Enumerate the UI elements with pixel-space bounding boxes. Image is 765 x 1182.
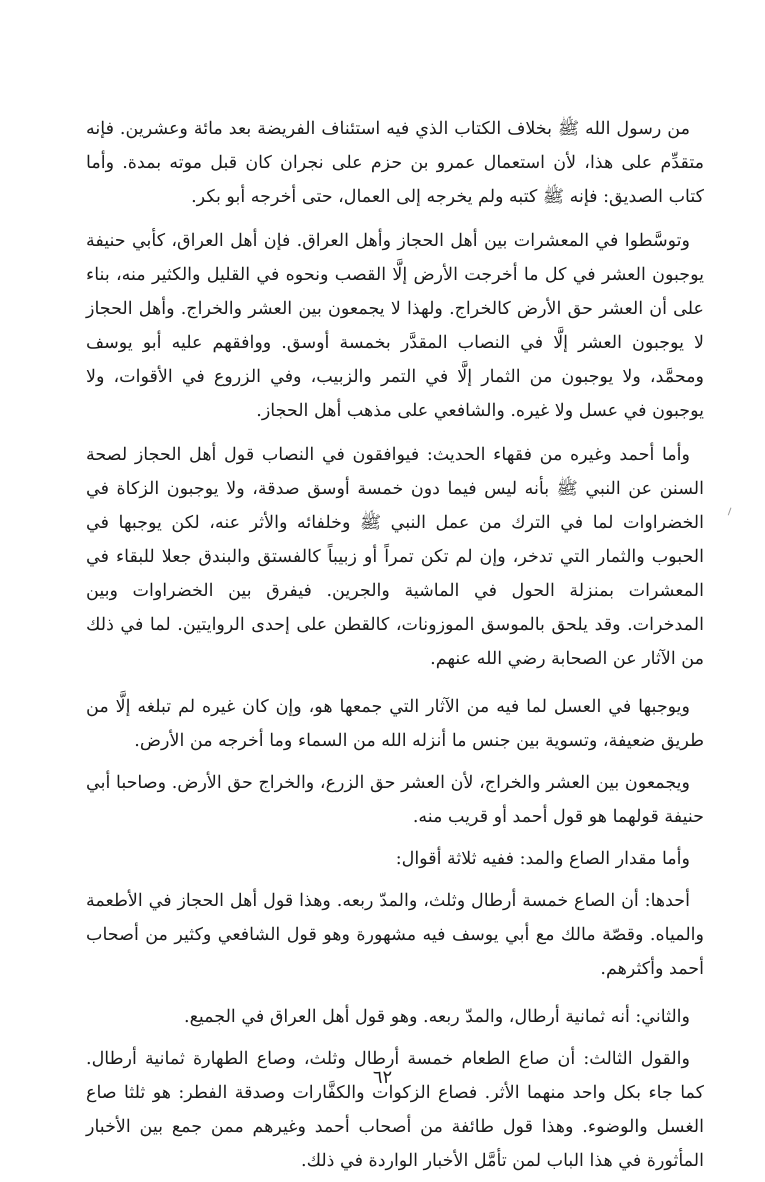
paragraph-9: والقول الثالث: أن صاع الطعام خمسة أرطال وثلث، وصاع الطهارة ثمانية أرطال. كما جاء بكل واحد منهما الأثر. فصاع الزكوات والكفَّارات وصدقة الفطر: هو ثلثا صاع الغسل والوضوء. وهذا قول طائفة من أصحاب أحمد وغيرهم ممن جمع بين الأخبار المأثورة في هذا الباب لمن تأمَّل الأخبار الواردة في ذلك. [86, 1049, 704, 1171]
paragraph-1: من رسول الله ﷺ بخلاف الكتاب الذي فيه استئناف الفريضة بعد مائة وعشرين. فإنه متقدِّم على هذا، لأن استعمال عمرو بن حزم على نجران كان قبل موته بمدة. وأما كتاب الصديق: فإنه ﷺ كتبه ولم يخرجه إلى العمال، حتى أخرجه أبو بكر. [86, 119, 704, 207]
paragraph-6: وأما مقدار الصاع والمد: ففيه ثلاثة أقوال: [395, 849, 690, 869]
paragraph-5: ويجمعون بين العشر والخراج، لأن العشر حق الزرع، والخراج حق الأرض. وصاحبا أبي حنيفة قولهما هو قول أحمد أو قريب منه. [86, 773, 704, 827]
paragraph-8: والثاني: أنه ثمانية أرطال، والمدّ ربعه. وهو قول أهل العراق في الجميع. [184, 1007, 690, 1027]
paragraph-3: وأما أحمد وغيره من فقهاء الحديث: فيوافقون في النصاب قول أهل الحجاز لصحة السنن عن النبي ﷺ بأنه ليس فيما دون خمسة أوسق صدقة، ولا يوجبون الزكاة في الخضراوات لما في الترك من عمل النبي ﷺ وخلفائه والأثر عنه، لكن يوجبها في الحبوب والثمار التي تدخر، وإن لم تكن تمراً أو زبيباً كالفستق والبندق جعلا للبقاء في المعشرات بمنزلة الحول في الماشية والجرين. فيفرق بين الخضراوات وبين المدخرات. وقد يلحق بالموسق الموزونات، كالقطن على إحدى الروايتين. لما في ذلك من الآثار عن الصحابة رضي الله عنهم. [86, 445, 704, 669]
paragraph-4: ويوجبها في العسل لما فيه من الآثار التي جمعها هو، وإن كان غيره لم تبلغه إلَّا من طريق ضعيفة، وتسوية بين جنس ما أنزله الله من السماء وما أخرجه من الأرض. [86, 697, 704, 751]
page-number: ٦٢ [372, 1067, 393, 1088]
page-body [86, 112, 704, 1178]
margin-pencil-mark [728, 508, 734, 517]
paragraph-2: وتوسَّطوا في المعشرات بين أهل الحجاز وأهل العراق. فإن أهل العراق، كأبي حنيفة يوجبون العشر في كل ما أخرجت الأرض إلَّا القصب ونحوه في القليل والكثير منه، بناء على أن العشر حق الأرض كالخراج. ولهذا لا يجمعون بين العشر والخراج. وأهل الحجاز لا يوجبون العشر إلَّا في النصاب المقدَّر بخمسة أوسق. ووافقهم عليه أبو يوسف ومحمَّد، ولا يوجبون من الثمار إلَّا في التمر والزبيب، وفي الزروع في الأقوات، ولا يوجبون في عسل ولا غيره. والشافعي على مذهب أهل الحجاز. [86, 231, 704, 421]
paragraph-7: أحدها: أن الصاع خمسة أرطال وثلث، والمدّ ربعه. وهذا قول أهل الحجاز في الأطعمة والمياه. وقصّة مالك مع أبي يوسف فيه مشهورة وهو قول الشافعي وكثير من أصحاب أحمد وأكثرهم. [86, 891, 704, 979]
